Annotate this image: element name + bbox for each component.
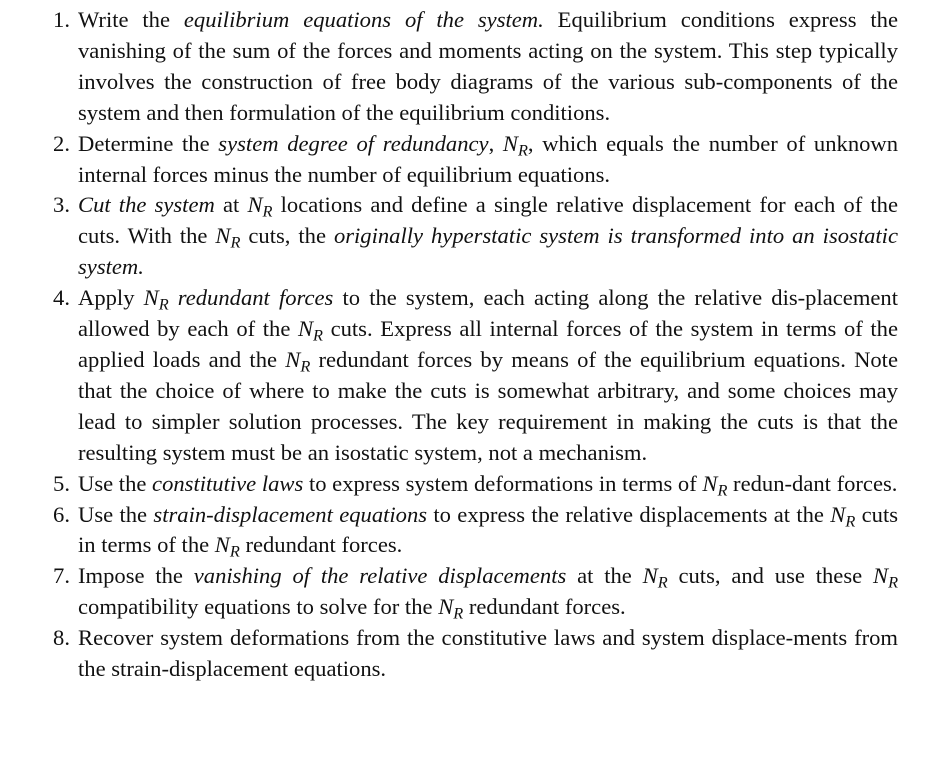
step-item	[40, 561, 898, 623]
math-symbol-nr: $N_R$	[502, 130, 528, 160]
step-text: Write the	[78, 7, 184, 32]
step-text: cuts, the	[240, 223, 334, 249]
math-symbol-nr: $N_R$	[642, 563, 668, 592]
step-text: Recover system deformations from the constitutive laws and system displace-ments from the strain-displacement equations.	[78, 625, 898, 682]
step-text: Determine the	[78, 130, 219, 156]
step-item	[40, 190, 898, 283]
step-text: at the	[566, 563, 643, 589]
step-item	[40, 469, 898, 500]
math-symbol-nr: $N_R$	[214, 532, 240, 561]
step-text: cuts in terms of the	[78, 501, 899, 558]
emphasized-term: Cut the system	[78, 192, 215, 218]
step-text: Use the	[78, 470, 153, 496]
emphasized-term: strain-displacement equations	[153, 501, 428, 527]
step-text: cuts. Express all internal forces of the system in terms of the applied loads and the	[78, 316, 898, 372]
step-text: redundant forces.	[239, 532, 403, 558]
procedure-steps-list	[40, 5, 898, 685]
step-text: Impose the	[78, 563, 194, 589]
step-text: compatibility equations to solve for the	[78, 594, 439, 620]
emphasized-term: system degree of redundancy	[218, 130, 489, 156]
step-text: locations and define a single relative displacement for each of the cuts. With the	[78, 192, 898, 249]
step-text: Equilibrium conditions express the vanishing of the sum of the forces and moments acting on the system. This step typically involves the construction of free body diagrams of the various sub-components of the system and then formulation of the equilibrium conditions.	[78, 7, 898, 125]
step-text: to the system, each acting along the relative dis-placement allowed by each of the	[78, 285, 898, 342]
step-text: to express system deformations in terms of	[303, 470, 703, 496]
step-text: Use the	[78, 501, 154, 527]
step-number: 4.	[53, 285, 70, 311]
step-item	[40, 283, 898, 468]
math-symbol-nr: $N_R$	[830, 501, 856, 531]
math-symbol-nr: $N_R$	[438, 594, 464, 623]
step-number: 2.	[53, 130, 70, 156]
math-symbol-nr: $N_R$	[215, 223, 241, 252]
step-item	[40, 5, 898, 129]
step-text: at	[214, 192, 248, 218]
step-text: redun-dant forces.	[727, 470, 898, 496]
emphasized-term: redundant forces	[168, 285, 334, 311]
step-item	[40, 623, 898, 685]
step-number: 6.	[53, 501, 70, 527]
math-symbol-nr: $N_R$	[285, 346, 311, 376]
step-text: redundant forces.	[463, 594, 626, 620]
emphasized-term: equilibrium equations of the system.	[183, 7, 544, 32]
step-text: Apply	[78, 285, 144, 311]
step-number: 1.	[53, 7, 70, 32]
step-text: redundant forces by means of the equilibrium equations. Note that the choice of where to make the cuts is somewhat arbitrary, and some choices may lead to simpler solution processes. The key requirement in making the cuts is that the resulting system must be an isostatic system, not a mechanism.	[78, 346, 898, 465]
math-symbol-nr: $N_R$	[297, 316, 323, 345]
step-number: 7.	[53, 563, 70, 589]
step-text: , which equals the number of unknown internal forces minus the number of equilibrium equations.	[78, 130, 899, 187]
emphasized-term: constitutive laws	[152, 470, 304, 496]
step-number: 5.	[53, 470, 70, 496]
emphasized-term: vanishing of the relative displacements	[193, 563, 567, 589]
step-number: 3.	[53, 192, 70, 218]
step-number: 8.	[53, 625, 70, 651]
emphasized-term: originally hyperstatic system is transformed into an isostatic system.	[78, 223, 898, 280]
step-text: ,	[488, 130, 503, 156]
math-symbol-nr: $N_R$	[702, 470, 728, 500]
step-text: to express the relative displacements at the	[427, 501, 831, 527]
step-text: cuts, and use these	[667, 563, 873, 589]
math-symbol-nr: $N_R$	[247, 192, 273, 221]
math-symbol-nr: $N_R$	[872, 563, 898, 592]
step-item	[40, 129, 898, 191]
math-symbol-nr: $N_R$	[143, 285, 169, 314]
step-item	[40, 500, 898, 562]
